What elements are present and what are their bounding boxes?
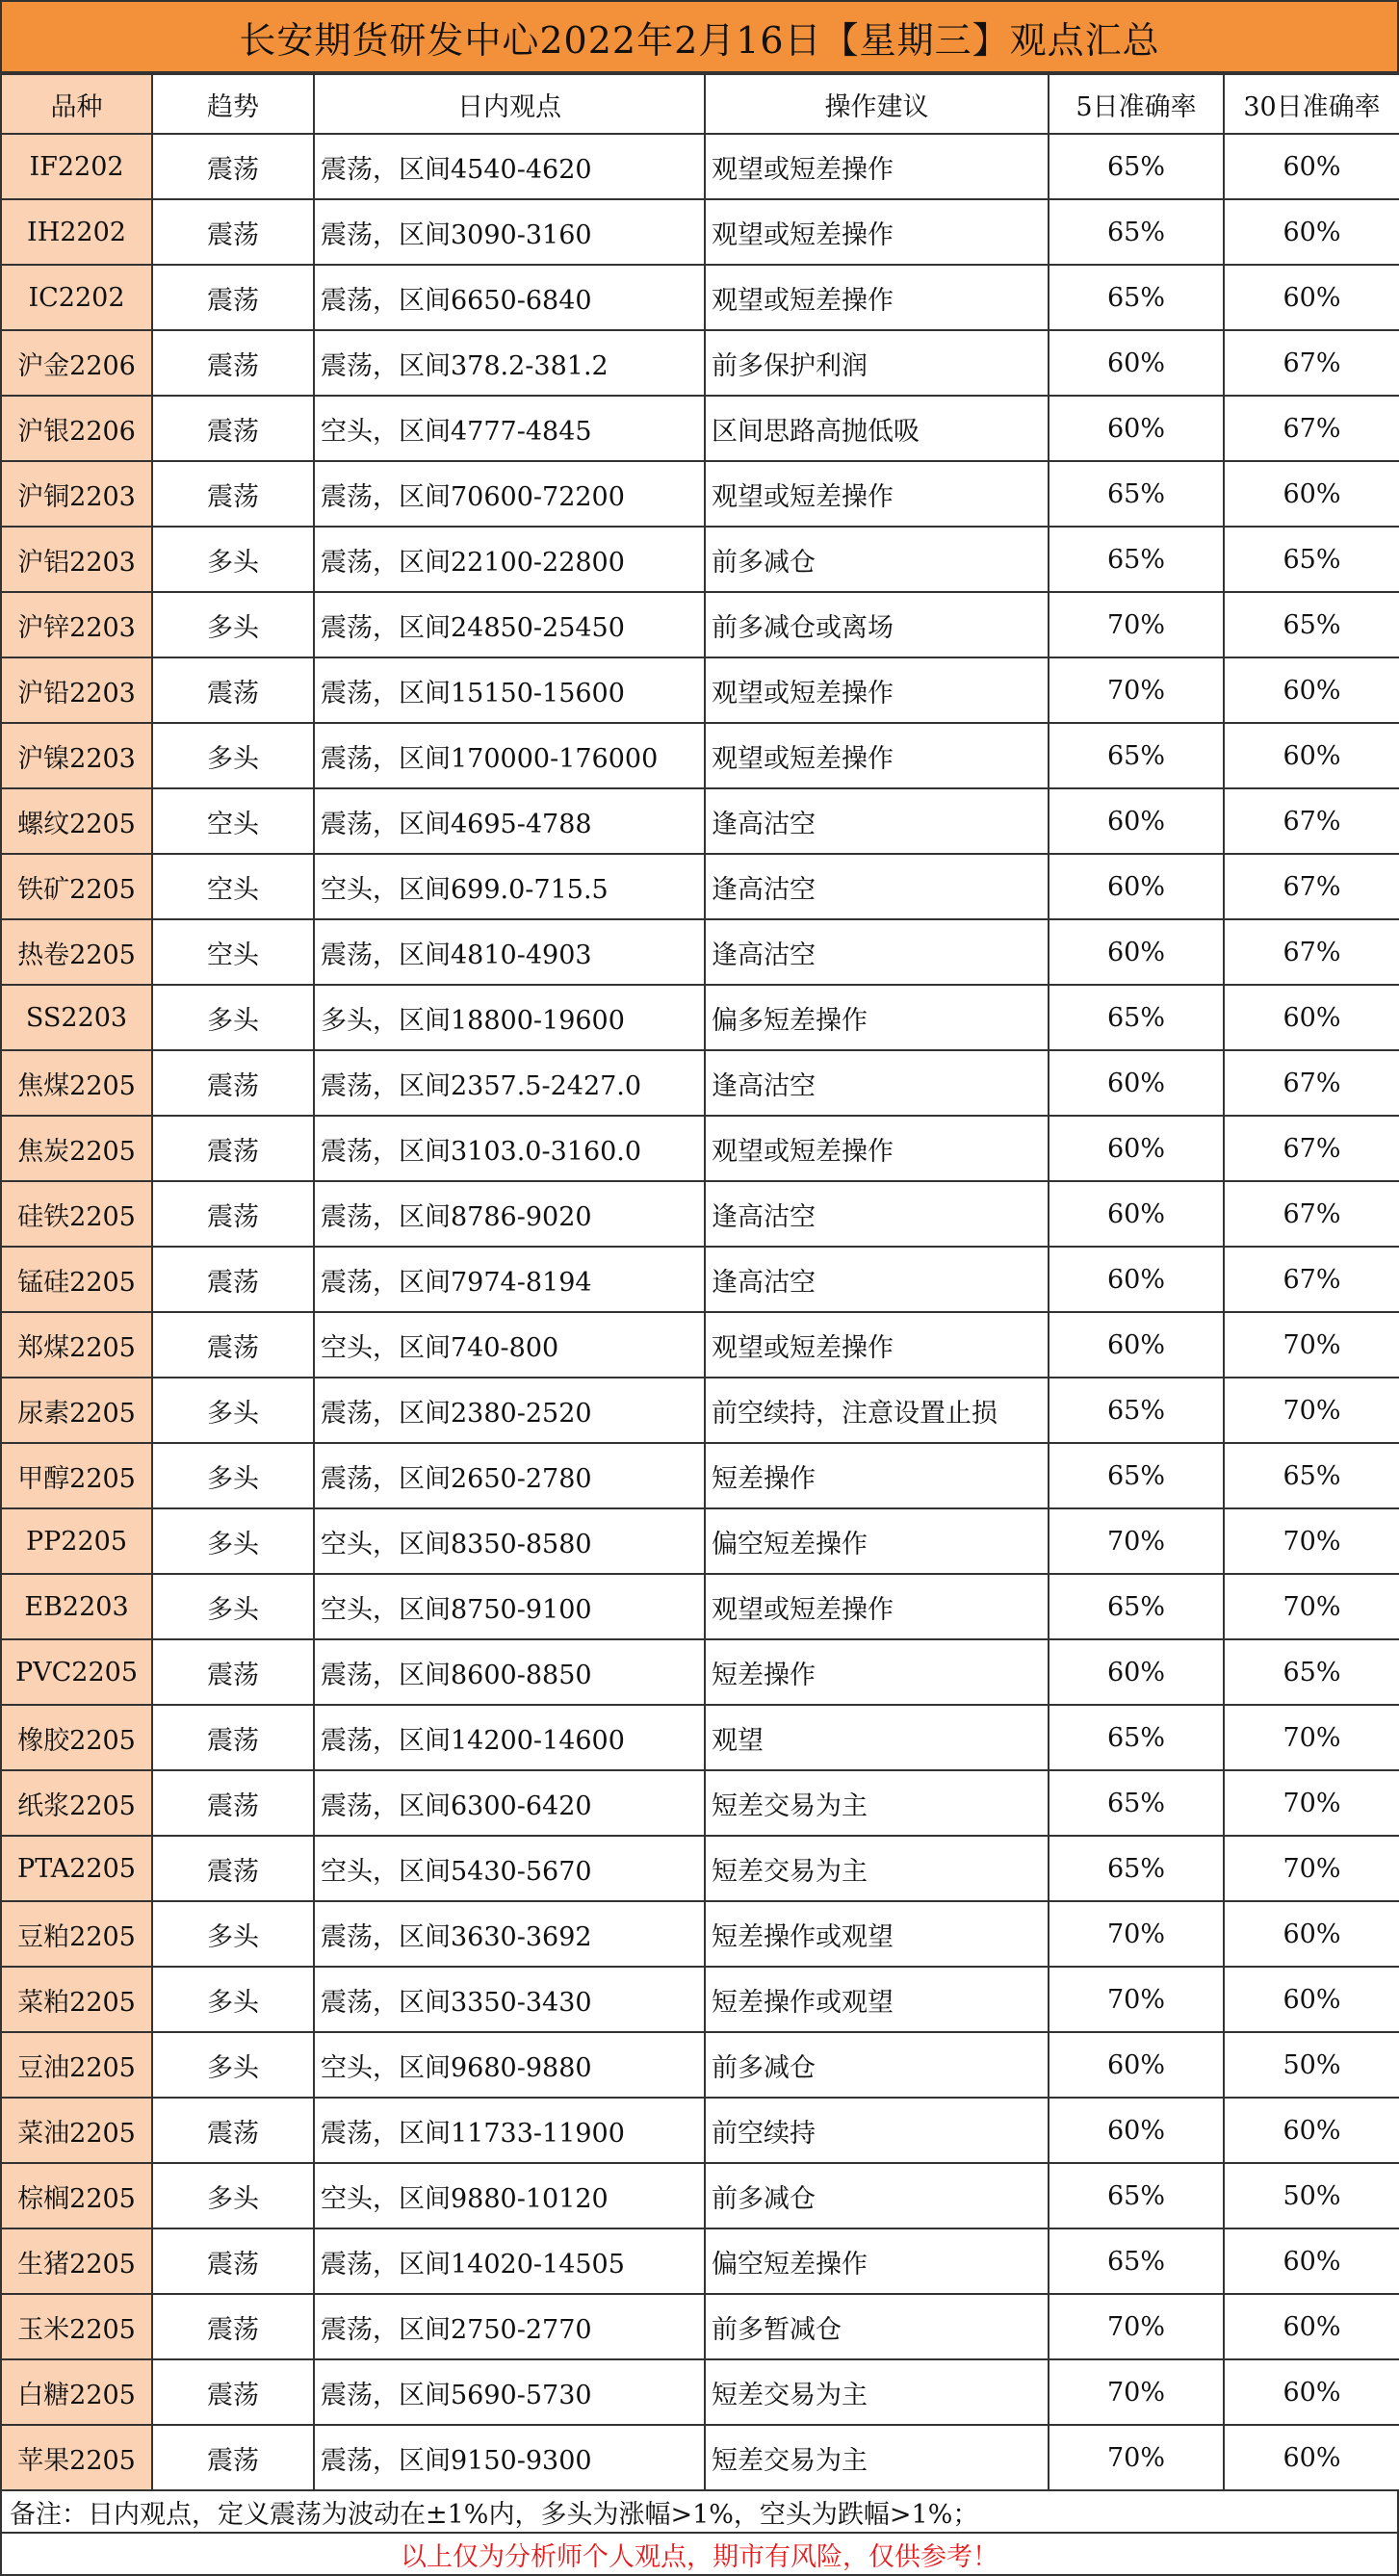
table-row bbox=[1, 657, 1399, 723]
table-row bbox=[1, 2425, 1399, 2490]
cell-intraday-view: 震荡，区间3630-3692 bbox=[314, 1901, 705, 1967]
cell-advice: 观望或短差操作 bbox=[705, 134, 1049, 199]
cell-product: 沪镍2203 bbox=[1, 723, 152, 788]
cell-trend: 多头 bbox=[152, 985, 314, 1050]
cell-product: 沪锌2203 bbox=[1, 592, 152, 657]
cell-product: PP2205 bbox=[1, 1508, 152, 1574]
cell-30day-accuracy: 60% bbox=[1224, 1901, 1399, 1967]
cell-5day-accuracy: 60% bbox=[1049, 2098, 1224, 2163]
cell-intraday-view: 震荡，区间4810-4903 bbox=[314, 919, 705, 985]
cell-intraday-view: 多头，区间18800-19600 bbox=[314, 985, 705, 1050]
cell-trend: 多头 bbox=[152, 2032, 314, 2098]
cell-advice: 逢高沽空 bbox=[705, 1247, 1049, 1312]
cell-5day-accuracy: 70% bbox=[1049, 2425, 1224, 2490]
cell-intraday-view: 震荡，区间3350-3430 bbox=[314, 1967, 705, 2032]
table-row bbox=[1, 527, 1399, 592]
cell-30day-accuracy: 70% bbox=[1224, 1705, 1399, 1770]
cell-trend: 震荡 bbox=[152, 1050, 314, 1116]
cell-30day-accuracy: 50% bbox=[1224, 2032, 1399, 2098]
table-row bbox=[1, 1967, 1399, 2032]
cell-5day-accuracy: 70% bbox=[1049, 2294, 1224, 2359]
footnote: 备注：日内观点，定义震荡为波动在±1%内，多头为涨幅>1%，空头为跌幅>1%； bbox=[0, 2491, 1399, 2534]
header-trend: 趋势 bbox=[152, 74, 314, 134]
cell-advice: 逢高沽空 bbox=[705, 854, 1049, 919]
cell-product: 热卷2205 bbox=[1, 919, 152, 985]
cell-30day-accuracy: 65% bbox=[1224, 527, 1399, 592]
cell-trend: 震荡 bbox=[152, 2294, 314, 2359]
cell-intraday-view: 震荡，区间3103.0-3160.0 bbox=[314, 1116, 705, 1181]
cell-intraday-view: 震荡，区间14020-14505 bbox=[314, 2228, 705, 2294]
cell-product: 菜油2205 bbox=[1, 2098, 152, 2163]
cell-5day-accuracy: 65% bbox=[1049, 2228, 1224, 2294]
cell-advice: 前多减仓 bbox=[705, 527, 1049, 592]
cell-5day-accuracy: 65% bbox=[1049, 199, 1224, 265]
cell-advice: 逢高沽空 bbox=[705, 1181, 1049, 1247]
cell-advice: 前空续持 bbox=[705, 2098, 1049, 2163]
cell-product: 焦炭2205 bbox=[1, 1116, 152, 1181]
cell-intraday-view: 震荡，区间8786-9020 bbox=[314, 1181, 705, 1247]
cell-intraday-view: 震荡，区间170000-176000 bbox=[314, 723, 705, 788]
cell-trend: 多头 bbox=[152, 1443, 314, 1508]
cell-intraday-view: 震荡，区间8600-8850 bbox=[314, 1639, 705, 1705]
table-row bbox=[1, 1770, 1399, 1836]
cell-30day-accuracy: 70% bbox=[1224, 1770, 1399, 1836]
cell-advice: 逢高沽空 bbox=[705, 788, 1049, 854]
cell-product: 锰硅2205 bbox=[1, 1247, 152, 1312]
header-30day-accuracy: 30日准确率 bbox=[1224, 74, 1399, 134]
table-row bbox=[1, 1312, 1399, 1378]
cell-advice: 观望或短差操作 bbox=[705, 1116, 1049, 1181]
table-row bbox=[1, 2359, 1399, 2425]
table-row bbox=[1, 1443, 1399, 1508]
cell-trend: 震荡 bbox=[152, 1116, 314, 1181]
cell-5day-accuracy: 65% bbox=[1049, 1770, 1224, 1836]
table-row bbox=[1, 1705, 1399, 1770]
cell-intraday-view: 震荡，区间2357.5-2427.0 bbox=[314, 1050, 705, 1116]
cell-advice: 逢高沽空 bbox=[705, 919, 1049, 985]
cell-advice: 区间思路高抛低吸 bbox=[705, 396, 1049, 461]
cell-trend: 震荡 bbox=[152, 1312, 314, 1378]
cell-product: 豆油2205 bbox=[1, 2032, 152, 2098]
cell-trend: 震荡 bbox=[152, 1181, 314, 1247]
cell-5day-accuracy: 70% bbox=[1049, 1508, 1224, 1574]
cell-intraday-view: 空头，区间4777-4845 bbox=[314, 396, 705, 461]
cell-product: 沪金2206 bbox=[1, 330, 152, 396]
cell-trend: 震荡 bbox=[152, 1836, 314, 1901]
cell-30day-accuracy: 70% bbox=[1224, 1378, 1399, 1443]
table-row bbox=[1, 2294, 1399, 2359]
table-row bbox=[1, 723, 1399, 788]
cell-product: 橡胶2205 bbox=[1, 1705, 152, 1770]
cell-intraday-view: 震荡，区间22100-22800 bbox=[314, 527, 705, 592]
cell-product: 白糖2205 bbox=[1, 2359, 152, 2425]
cell-product: 苹果2205 bbox=[1, 2425, 152, 2490]
cell-30day-accuracy: 60% bbox=[1224, 461, 1399, 527]
table-row bbox=[1, 1574, 1399, 1639]
cell-trend: 多头 bbox=[152, 1574, 314, 1639]
cell-advice: 短差操作或观望 bbox=[705, 1901, 1049, 1967]
cell-product: 焦煤2205 bbox=[1, 1050, 152, 1116]
table-row bbox=[1, 2163, 1399, 2228]
table-row bbox=[1, 1901, 1399, 1967]
cell-30day-accuracy: 60% bbox=[1224, 723, 1399, 788]
cell-5day-accuracy: 70% bbox=[1049, 657, 1224, 723]
cell-30day-accuracy: 50% bbox=[1224, 2163, 1399, 2228]
table-row bbox=[1, 396, 1399, 461]
cell-trend: 震荡 bbox=[152, 1705, 314, 1770]
cell-trend: 空头 bbox=[152, 919, 314, 985]
table-row bbox=[1, 134, 1399, 199]
cell-trend: 震荡 bbox=[152, 1247, 314, 1312]
cell-advice: 观望或短差操作 bbox=[705, 1574, 1049, 1639]
table-row bbox=[1, 265, 1399, 330]
cell-advice: 观望或短差操作 bbox=[705, 723, 1049, 788]
cell-30day-accuracy: 65% bbox=[1224, 592, 1399, 657]
cell-5day-accuracy: 70% bbox=[1049, 2359, 1224, 2425]
cell-5day-accuracy: 65% bbox=[1049, 723, 1224, 788]
header-5day-accuracy: 5日准确率 bbox=[1049, 74, 1224, 134]
cell-trend: 多头 bbox=[152, 1901, 314, 1967]
cell-advice: 短差操作 bbox=[705, 1443, 1049, 1508]
cell-trend: 震荡 bbox=[152, 330, 314, 396]
cell-trend: 震荡 bbox=[152, 396, 314, 461]
cell-5day-accuracy: 65% bbox=[1049, 1378, 1224, 1443]
cell-trend: 多头 bbox=[152, 723, 314, 788]
cell-5day-accuracy: 60% bbox=[1049, 1181, 1224, 1247]
table-row bbox=[1, 1050, 1399, 1116]
cell-trend: 多头 bbox=[152, 2163, 314, 2228]
cell-5day-accuracy: 60% bbox=[1049, 2032, 1224, 2098]
cell-30day-accuracy: 70% bbox=[1224, 1312, 1399, 1378]
cell-product: IC2202 bbox=[1, 265, 152, 330]
cell-product: PVC2205 bbox=[1, 1639, 152, 1705]
cell-30day-accuracy: 60% bbox=[1224, 2098, 1399, 2163]
cell-product: SS2203 bbox=[1, 985, 152, 1050]
cell-intraday-view: 空头，区间9880-10120 bbox=[314, 2163, 705, 2228]
table-row bbox=[1, 592, 1399, 657]
cell-product: IH2202 bbox=[1, 199, 152, 265]
cell-30day-accuracy: 65% bbox=[1224, 1639, 1399, 1705]
cell-advice: 逢高沽空 bbox=[705, 1050, 1049, 1116]
cell-intraday-view: 震荡，区间4695-4788 bbox=[314, 788, 705, 854]
cell-trend: 震荡 bbox=[152, 461, 314, 527]
header-intraday-view: 日内观点 bbox=[314, 74, 705, 134]
cell-trend: 震荡 bbox=[152, 1770, 314, 1836]
cell-30day-accuracy: 70% bbox=[1224, 1836, 1399, 1901]
cell-advice: 观望或短差操作 bbox=[705, 199, 1049, 265]
cell-product: EB2203 bbox=[1, 1574, 152, 1639]
cell-30day-accuracy: 67% bbox=[1224, 854, 1399, 919]
cell-product: 沪铅2203 bbox=[1, 657, 152, 723]
cell-advice: 前多减仓 bbox=[705, 2163, 1049, 2228]
cell-30day-accuracy: 65% bbox=[1224, 1443, 1399, 1508]
cell-trend: 震荡 bbox=[152, 2425, 314, 2490]
cell-intraday-view: 空头，区间9680-9880 bbox=[314, 2032, 705, 2098]
cell-trend: 空头 bbox=[152, 854, 314, 919]
cell-advice: 偏空短差操作 bbox=[705, 2228, 1049, 2294]
cell-intraday-view: 震荡，区间7974-8194 bbox=[314, 1247, 705, 1312]
page-title: 长安期货研发中心2022年2月16日【星期三】观点汇总 bbox=[0, 0, 1399, 73]
cell-30day-accuracy: 67% bbox=[1224, 1050, 1399, 1116]
cell-intraday-view: 震荡，区间11733-11900 bbox=[314, 2098, 705, 2163]
table-row bbox=[1, 788, 1399, 854]
cell-5day-accuracy: 60% bbox=[1049, 1639, 1224, 1705]
cell-5day-accuracy: 65% bbox=[1049, 985, 1224, 1050]
cell-30day-accuracy: 67% bbox=[1224, 919, 1399, 985]
cell-advice: 观望或短差操作 bbox=[705, 461, 1049, 527]
risk-disclaimer: 以上仅为分析师个人观点，期市有风险，仅供参考！ bbox=[0, 2534, 1399, 2576]
cell-30day-accuracy: 67% bbox=[1224, 1181, 1399, 1247]
cell-30day-accuracy: 60% bbox=[1224, 2228, 1399, 2294]
cell-5day-accuracy: 65% bbox=[1049, 527, 1224, 592]
cell-product: PTA2205 bbox=[1, 1836, 152, 1901]
cell-30day-accuracy: 60% bbox=[1224, 199, 1399, 265]
cell-30day-accuracy: 70% bbox=[1224, 1508, 1399, 1574]
cell-30day-accuracy: 60% bbox=[1224, 265, 1399, 330]
cell-advice: 前多暂减仓 bbox=[705, 2294, 1049, 2359]
cell-30day-accuracy: 60% bbox=[1224, 985, 1399, 1050]
cell-30day-accuracy: 60% bbox=[1224, 134, 1399, 199]
cell-product: 硅铁2205 bbox=[1, 1181, 152, 1247]
cell-30day-accuracy: 60% bbox=[1224, 2425, 1399, 2490]
cell-intraday-view: 震荡，区间24850-25450 bbox=[314, 592, 705, 657]
cell-product: 豆粕2205 bbox=[1, 1901, 152, 1967]
table-row bbox=[1, 1508, 1399, 1574]
cell-intraday-view: 震荡，区间3090-3160 bbox=[314, 199, 705, 265]
table-row bbox=[1, 1247, 1399, 1312]
cell-trend: 多头 bbox=[152, 1967, 314, 2032]
cell-5day-accuracy: 65% bbox=[1049, 134, 1224, 199]
cell-product: 郑煤2205 bbox=[1, 1312, 152, 1378]
cell-trend: 震荡 bbox=[152, 134, 314, 199]
table-body bbox=[1, 134, 1399, 2490]
cell-trend: 多头 bbox=[152, 527, 314, 592]
cell-advice: 前多减仓 bbox=[705, 2032, 1049, 2098]
table-row bbox=[1, 1181, 1399, 1247]
cell-5day-accuracy: 60% bbox=[1049, 1247, 1224, 1312]
cell-advice: 观望 bbox=[705, 1705, 1049, 1770]
cell-intraday-view: 震荡，区间5690-5730 bbox=[314, 2359, 705, 2425]
cell-advice: 观望或短差操作 bbox=[705, 265, 1049, 330]
table-row bbox=[1, 1116, 1399, 1181]
cell-advice: 观望或短差操作 bbox=[705, 657, 1049, 723]
cell-advice: 短差交易为主 bbox=[705, 2425, 1049, 2490]
cell-5day-accuracy: 65% bbox=[1049, 2163, 1224, 2228]
cell-30day-accuracy: 70% bbox=[1224, 1574, 1399, 1639]
cell-trend: 震荡 bbox=[152, 1639, 314, 1705]
table-row bbox=[1, 199, 1399, 265]
cell-intraday-view: 空头，区间699.0-715.5 bbox=[314, 854, 705, 919]
header-advice: 操作建议 bbox=[705, 74, 1049, 134]
table-row bbox=[1, 854, 1399, 919]
cell-5day-accuracy: 70% bbox=[1049, 592, 1224, 657]
table-row bbox=[1, 2228, 1399, 2294]
cell-intraday-view: 空头，区间8350-8580 bbox=[314, 1508, 705, 1574]
cell-intraday-view: 震荡，区间9150-9300 bbox=[314, 2425, 705, 2490]
cell-30day-accuracy: 60% bbox=[1224, 2294, 1399, 2359]
cell-product: 铁矿2205 bbox=[1, 854, 152, 919]
table-row bbox=[1, 330, 1399, 396]
cell-30day-accuracy: 60% bbox=[1224, 2359, 1399, 2425]
cell-advice: 短差交易为主 bbox=[705, 1836, 1049, 1901]
table-row bbox=[1, 985, 1399, 1050]
cell-advice: 短差操作或观望 bbox=[705, 1967, 1049, 2032]
cell-5day-accuracy: 60% bbox=[1049, 1116, 1224, 1181]
cell-5day-accuracy: 65% bbox=[1049, 265, 1224, 330]
cell-product: 螺纹2205 bbox=[1, 788, 152, 854]
cell-trend: 震荡 bbox=[152, 2098, 314, 2163]
cell-advice: 前多保护利润 bbox=[705, 330, 1049, 396]
cell-product: 生猪2205 bbox=[1, 2228, 152, 2294]
table-row bbox=[1, 919, 1399, 985]
cell-5day-accuracy: 60% bbox=[1049, 919, 1224, 985]
cell-5day-accuracy: 65% bbox=[1049, 1836, 1224, 1901]
cell-trend: 多头 bbox=[152, 592, 314, 657]
cell-intraday-view: 震荡，区间6650-6840 bbox=[314, 265, 705, 330]
cell-trend: 震荡 bbox=[152, 2228, 314, 2294]
cell-product: 尿素2205 bbox=[1, 1378, 152, 1443]
cell-intraday-view: 震荡，区间15150-15600 bbox=[314, 657, 705, 723]
cell-5day-accuracy: 60% bbox=[1049, 330, 1224, 396]
cell-30day-accuracy: 67% bbox=[1224, 330, 1399, 396]
header-product: 品种 bbox=[1, 74, 152, 134]
cell-5day-accuracy: 65% bbox=[1049, 461, 1224, 527]
cell-intraday-view: 震荡，区间2750-2770 bbox=[314, 2294, 705, 2359]
table-row bbox=[1, 461, 1399, 527]
cell-5day-accuracy: 60% bbox=[1049, 396, 1224, 461]
cell-30day-accuracy: 60% bbox=[1224, 1967, 1399, 2032]
cell-5day-accuracy: 65% bbox=[1049, 1574, 1224, 1639]
cell-5day-accuracy: 70% bbox=[1049, 1967, 1224, 2032]
cell-intraday-view: 空头，区间740-800 bbox=[314, 1312, 705, 1378]
cell-30day-accuracy: 60% bbox=[1224, 657, 1399, 723]
cell-trend: 震荡 bbox=[152, 199, 314, 265]
cell-product: 沪铝2203 bbox=[1, 527, 152, 592]
table-row bbox=[1, 2098, 1399, 2163]
cell-product: 玉米2205 bbox=[1, 2294, 152, 2359]
cell-advice: 偏空短差操作 bbox=[705, 1508, 1049, 1574]
cell-trend: 震荡 bbox=[152, 2359, 314, 2425]
cell-intraday-view: 震荡，区间6300-6420 bbox=[314, 1770, 705, 1836]
cell-product: IF2202 bbox=[1, 134, 152, 199]
table-row bbox=[1, 1378, 1399, 1443]
cell-intraday-view: 空头，区间5430-5670 bbox=[314, 1836, 705, 1901]
cell-5day-accuracy: 65% bbox=[1049, 1705, 1224, 1770]
cell-trend: 空头 bbox=[152, 788, 314, 854]
cell-30day-accuracy: 67% bbox=[1224, 396, 1399, 461]
cell-advice: 短差操作 bbox=[705, 1639, 1049, 1705]
table-row bbox=[1, 2032, 1399, 2098]
cell-30day-accuracy: 67% bbox=[1224, 1247, 1399, 1312]
cell-product: 纸浆2205 bbox=[1, 1770, 152, 1836]
cell-advice: 短差交易为主 bbox=[705, 1770, 1049, 1836]
cell-advice: 前多减仓或离场 bbox=[705, 592, 1049, 657]
cell-advice: 短差交易为主 bbox=[705, 2359, 1049, 2425]
cell-product: 棕榈2205 bbox=[1, 2163, 152, 2228]
cell-trend: 震荡 bbox=[152, 657, 314, 723]
cell-5day-accuracy: 60% bbox=[1049, 1050, 1224, 1116]
cell-5day-accuracy: 60% bbox=[1049, 1312, 1224, 1378]
cell-intraday-view: 空头，区间8750-9100 bbox=[314, 1574, 705, 1639]
cell-30day-accuracy: 67% bbox=[1224, 1116, 1399, 1181]
cell-5day-accuracy: 60% bbox=[1049, 854, 1224, 919]
cell-product: 甲醇2205 bbox=[1, 1443, 152, 1508]
cell-trend: 多头 bbox=[152, 1378, 314, 1443]
cell-advice: 观望或短差操作 bbox=[705, 1312, 1049, 1378]
cell-product: 沪铜2203 bbox=[1, 461, 152, 527]
cell-intraday-view: 震荡，区间2380-2520 bbox=[314, 1378, 705, 1443]
table-header-row bbox=[1, 74, 1399, 134]
cell-5day-accuracy: 60% bbox=[1049, 788, 1224, 854]
cell-30day-accuracy: 67% bbox=[1224, 788, 1399, 854]
cell-intraday-view: 震荡，区间14200-14600 bbox=[314, 1705, 705, 1770]
cell-trend: 震荡 bbox=[152, 265, 314, 330]
cell-trend: 多头 bbox=[152, 1508, 314, 1574]
cell-5day-accuracy: 70% bbox=[1049, 1901, 1224, 1967]
cell-intraday-view: 震荡，区间70600-72200 bbox=[314, 461, 705, 527]
cell-intraday-view: 震荡，区间4540-4620 bbox=[314, 134, 705, 199]
cell-intraday-view: 震荡，区间2650-2780 bbox=[314, 1443, 705, 1508]
cell-product: 沪银2206 bbox=[1, 396, 152, 461]
cell-intraday-view: 震荡，区间378.2-381.2 bbox=[314, 330, 705, 396]
table-row bbox=[1, 1639, 1399, 1705]
cell-product: 菜粕2205 bbox=[1, 1967, 152, 2032]
cell-advice: 前空续持，注意设置止损 bbox=[705, 1378, 1049, 1443]
cell-5day-accuracy: 65% bbox=[1049, 1443, 1224, 1508]
table-row bbox=[1, 1836, 1399, 1901]
views-table bbox=[0, 73, 1399, 2491]
cell-advice: 偏多短差操作 bbox=[705, 985, 1049, 1050]
